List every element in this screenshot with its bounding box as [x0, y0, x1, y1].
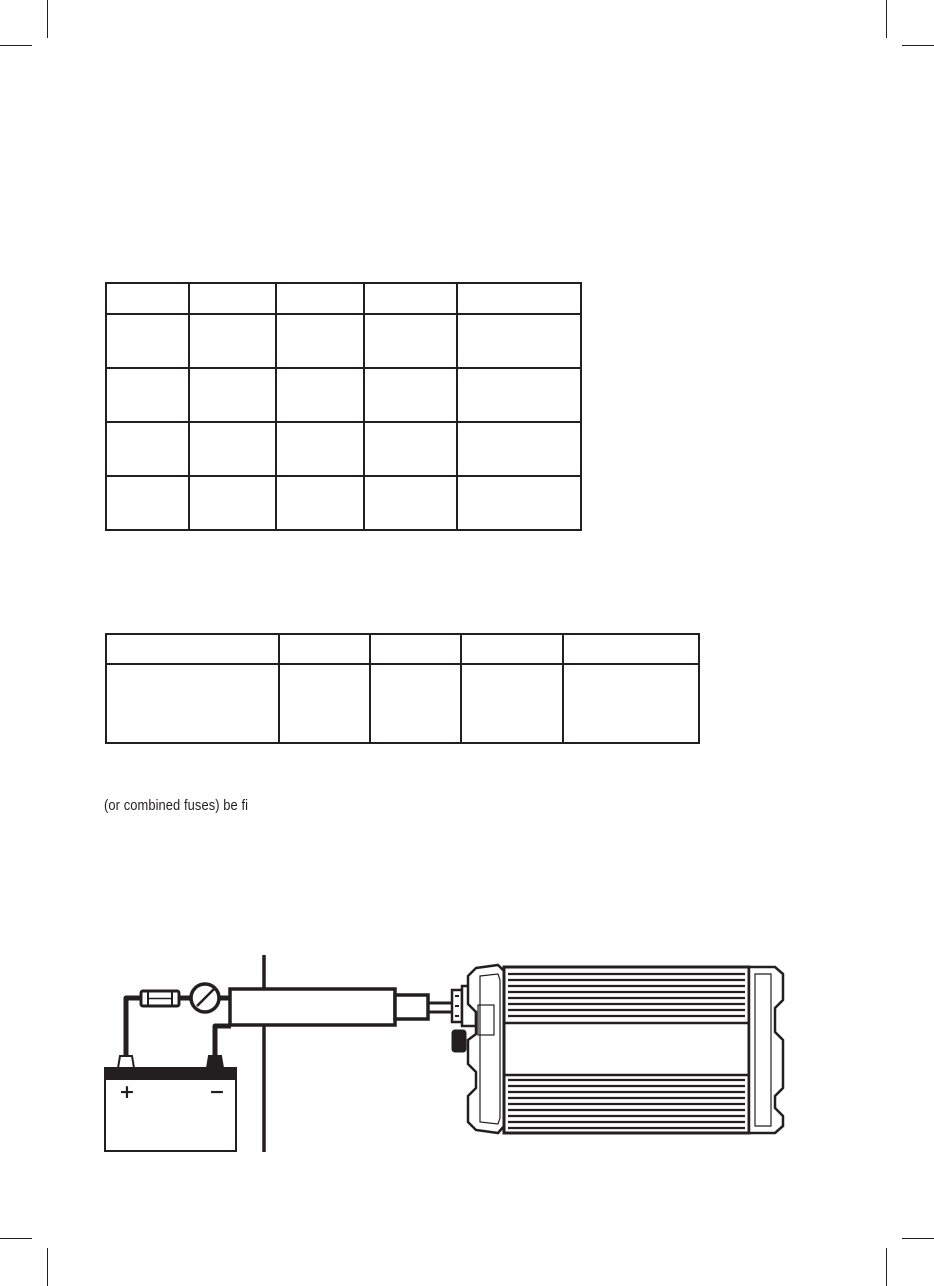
table-cell — [461, 634, 563, 664]
table-cell — [457, 422, 581, 476]
table-cell — [563, 634, 699, 664]
inverter-icon — [452, 965, 783, 1133]
table-cell — [189, 476, 276, 530]
lower-table — [105, 633, 700, 744]
table-cell — [370, 634, 461, 664]
table-cell — [370, 664, 461, 743]
crop-mark-bottom-right-horizontal — [902, 1238, 934, 1239]
battery-negative-label: − — [209, 1081, 225, 1103]
table-cell — [276, 314, 364, 368]
table-row — [106, 664, 699, 743]
table-cell — [106, 422, 189, 476]
table-row — [106, 476, 581, 530]
fuse-note-text: (or combined fuses) be fi — [104, 797, 249, 814]
battery-positive-label: + — [119, 1081, 135, 1103]
table-cell — [276, 476, 364, 530]
table-cell — [189, 368, 276, 422]
table-cell — [106, 476, 189, 530]
table-cell — [189, 422, 276, 476]
table-cell — [364, 368, 457, 422]
table-row — [106, 314, 581, 368]
table-cell — [189, 283, 276, 314]
table-cell — [276, 368, 364, 422]
table-cell — [364, 476, 457, 530]
fuse-icon — [141, 991, 179, 1006]
table-cell — [106, 634, 279, 664]
crop-mark-top-right-vertical — [886, 0, 887, 38]
table-cell — [457, 283, 581, 314]
table-cell — [106, 368, 189, 422]
switch-icon — [191, 984, 219, 1012]
table-cell — [276, 283, 364, 314]
table-header-row — [106, 283, 581, 314]
cable-bundle — [230, 989, 395, 1025]
table-cell — [106, 283, 189, 314]
wiring-diagram — [0, 940, 934, 1170]
table-header-row — [106, 634, 699, 664]
crop-mark-bottom-left-horizontal — [0, 1238, 32, 1239]
table-cell — [364, 283, 457, 314]
table-cell — [106, 314, 189, 368]
negative-wire — [215, 1026, 231, 1056]
table-cell — [563, 664, 699, 743]
crop-mark-top-left-horizontal — [0, 45, 32, 46]
table-row — [106, 422, 581, 476]
table-cell — [457, 314, 581, 368]
table-cell — [457, 476, 581, 530]
table-cell — [279, 634, 370, 664]
table-cell — [461, 664, 563, 743]
positive-wire — [126, 998, 141, 1056]
crop-mark-top-right-horizontal — [902, 45, 934, 46]
table-row — [106, 368, 581, 422]
upper-table — [105, 282, 582, 531]
crop-mark-top-left-vertical — [47, 0, 48, 38]
table-cell — [457, 368, 581, 422]
battery-icon — [105, 1056, 236, 1151]
table-cell — [106, 664, 279, 743]
table-cell — [189, 314, 276, 368]
table-cell — [276, 422, 364, 476]
table-cell — [279, 664, 370, 743]
table-cell — [364, 422, 457, 476]
crop-mark-bottom-right-vertical — [886, 1248, 887, 1286]
crop-mark-bottom-left-vertical — [47, 1248, 48, 1286]
table-cell — [364, 314, 457, 368]
